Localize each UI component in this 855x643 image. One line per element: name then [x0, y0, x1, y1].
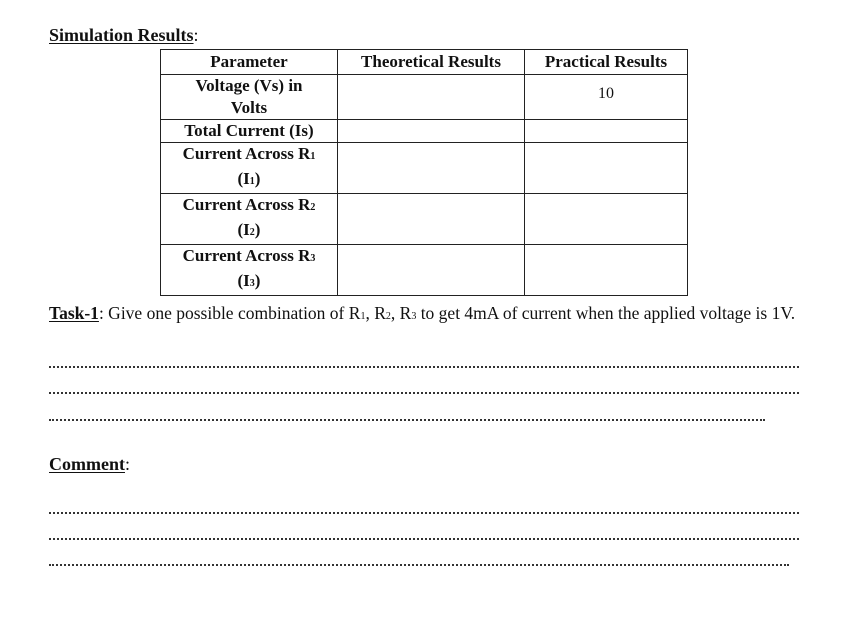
task-subscript: 1 [360, 311, 366, 322]
param-cell [161, 245, 338, 296]
practical-cell [525, 245, 688, 296]
simulation-results-colon: : [193, 25, 199, 45]
theoretical-cell [338, 120, 525, 143]
table-row-voltage [161, 75, 688, 120]
param-text: (I [237, 271, 250, 290]
param-text: (I [237, 169, 250, 188]
practical-cell [525, 120, 688, 143]
answer-dotted-line [49, 419, 765, 421]
param-subscript: 2 [310, 202, 316, 213]
theoretical-cell [338, 143, 525, 194]
param-line2 [161, 168, 337, 193]
param-cell: Total Current (Is) [161, 120, 338, 143]
task-text: to get 4mA of current when the applied voltage is 1V. [416, 303, 796, 323]
comment-dotted-line [49, 538, 799, 540]
task-text: : Give one possible combination of R [98, 303, 361, 323]
header-theoretical: Theoretical Results [338, 50, 525, 75]
practical-cell [525, 194, 688, 245]
param-line2 [161, 270, 337, 295]
task-label: Task-1 [49, 303, 99, 323]
param-cell [161, 75, 338, 120]
param-text: ) [254, 220, 261, 239]
theoretical-cell [338, 75, 525, 120]
param-subscript: 3 [249, 278, 255, 289]
simulation-results-title: Simulation Results [49, 25, 194, 45]
header-parameter: Parameter [161, 50, 338, 75]
task-1-paragraph [49, 301, 809, 329]
table-header-row [161, 50, 688, 75]
answer-dotted-line [49, 366, 799, 368]
task-text: , R [365, 303, 386, 323]
comment-dotted-line [49, 512, 799, 514]
table-row-total-current [161, 120, 688, 143]
param-subscript: 2 [249, 227, 255, 238]
param-text: Current Across R [182, 195, 311, 214]
task-text: , R [390, 303, 412, 323]
table-row-current-r3 [161, 245, 688, 296]
param-text: ) [254, 169, 261, 188]
comment-colon: : [124, 454, 130, 474]
param-line1: Voltage (Vs) in [195, 76, 303, 95]
param-line2: Volts [230, 98, 268, 117]
param-cell [161, 143, 338, 194]
header-practical: Practical Results [525, 50, 688, 75]
theoretical-cell [338, 245, 525, 296]
param-text: ) [254, 271, 261, 290]
param-subscript: 1 [310, 151, 316, 162]
param-text: Current Across R [182, 246, 311, 265]
practical-cell [525, 143, 688, 194]
practical-cell: 10 [525, 75, 688, 120]
comment-title: Comment [49, 454, 125, 474]
results-table [160, 49, 688, 296]
theoretical-cell [338, 194, 525, 245]
answer-dotted-line [49, 392, 799, 394]
param-subscript: 3 [310, 253, 316, 264]
comment-heading [49, 454, 130, 475]
param-line1 [161, 245, 337, 270]
table-row-current-r2 [161, 194, 688, 245]
task-subscript: 3 [411, 311, 417, 322]
param-text: Current Across R [182, 144, 311, 163]
comment-dotted-line [49, 564, 789, 566]
param-line1 [161, 194, 337, 219]
simulation-results-heading [49, 25, 199, 46]
param-line2 [161, 219, 337, 244]
task-subscript: 2 [385, 311, 391, 322]
param-text: (I [237, 220, 250, 239]
param-line1 [161, 143, 337, 168]
param-subscript: 1 [249, 176, 255, 187]
param-cell [161, 194, 338, 245]
table-row-current-r1 [161, 143, 688, 194]
